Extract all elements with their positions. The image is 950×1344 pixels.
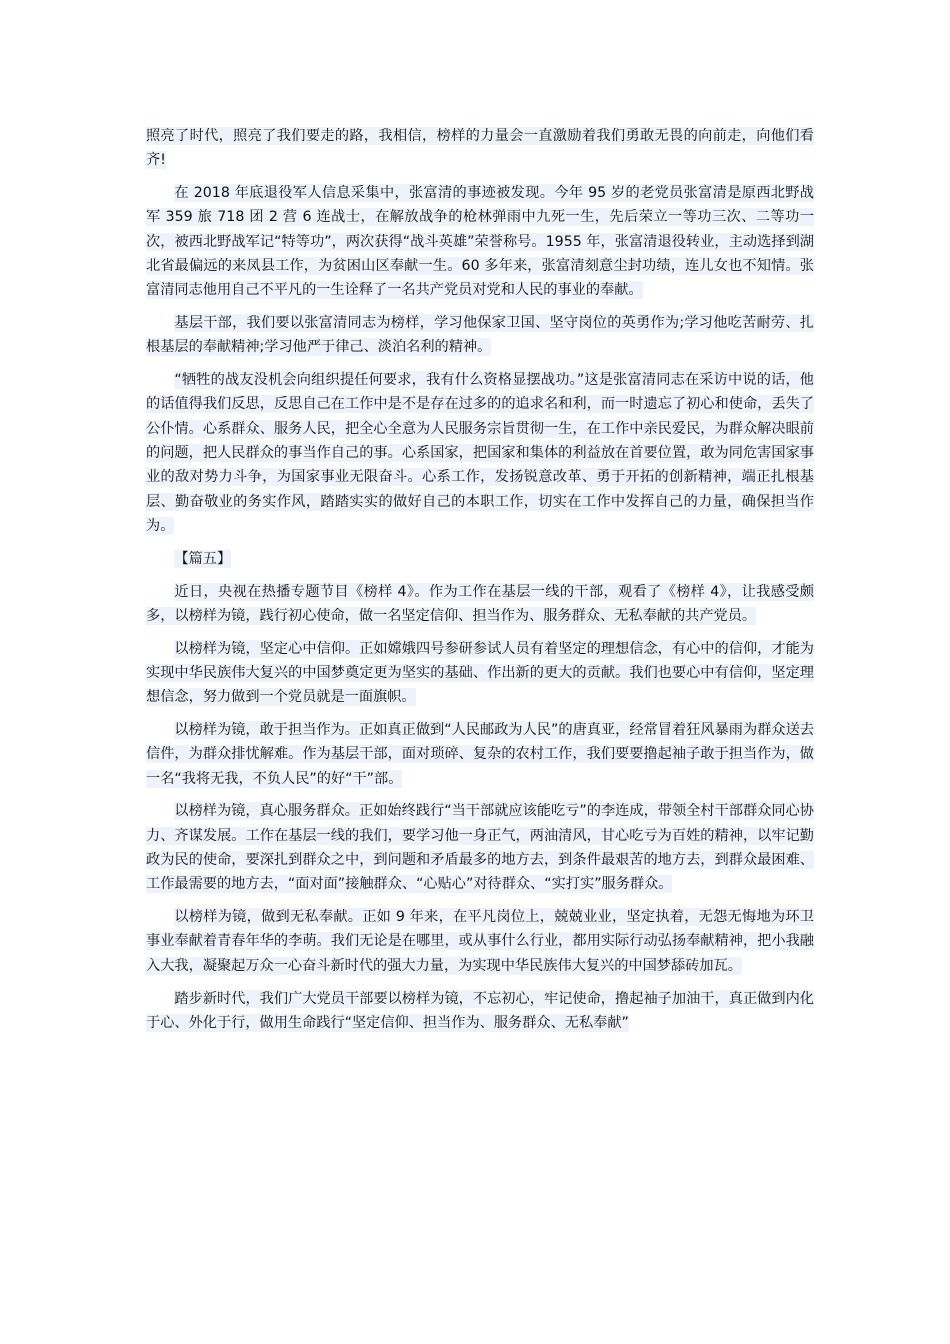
paragraph-text: 以榜样为镜，坚定心中信仰。正如嫦娥四号参研参试人员有着坚定的理想信念，有心中的信仰，才能为实现中华民族伟大复兴的中国梦奠定更为坚实的基础、作出新的更大的贡献。我们也要心中有信仰，坚定理想信念，努力做到一个党员就是一面旗帜。	[146, 640, 814, 706]
paragraph-intro	[146, 580, 814, 629]
paragraph-responsibility	[146, 718, 814, 791]
paragraph-faith	[146, 637, 814, 710]
paragraph-reflection	[146, 368, 814, 538]
paragraph-continuation	[146, 124, 814, 173]
paragraph-text: 以榜样为镜，真心服务群众。正如始终践行“当干部就应该能吃亏”的李连成，带领全村干部群众同心协力、齐谋发展。工作在基层一线的我们，要学习他一身正气，两油清风，甘心吃亏为百姓的精神，以牢记勤政为民的使命，要深扎到群众之中，到问题和矛盾最多的地方去，到条件最艰苦的地方去，到群众最困难、工作最需要的地方去，“面对面”接触群众、“心贴心”对待群众、“实打实”服务群众。	[146, 803, 814, 893]
document-body	[146, 124, 814, 1044]
paragraph-text: 以榜样为镜，做到无私奉献。正如 9 年来，在平凡岗位上，兢兢业业，坚定执着，无怨无悔地为环卫事业奉献着青春年华的李萌。我们无论是在哪里，或从事什么行业，都用实际行动弘扬奉献精神，把小我融入大我，凝聚起万众一心奋斗新时代的强大力量，为实现中华民族伟大复兴的中国梦舔砖加瓦。	[146, 909, 814, 974]
paragraph-text: 踏步新时代，我们广大党员干部要以榜样为镜，不忘初心，牢记使命，撸起袖子加油干，真正做到内化于心、外化于行，做用生命践行“坚定信仰、担当作为、服务群众、无私奉献”	[146, 990, 814, 1031]
paragraph-zhang-fuqing-story	[146, 181, 814, 302]
paragraph-text: 以榜样为镜，敢于担当作为。正如真正做到“人民邮政为人民”的唐真亚，经常冒着狂风暴雨为群众送去信件，为群众排忧解难。作为基层干部，面对琐碎、复杂的农村工作，我们要要撸起袖子敢于担当作为，做一名“我将无我，不负人民”的好“干”部。	[146, 722, 814, 787]
section-heading-text: 【篇五】	[174, 550, 232, 567]
paragraph-text: 照亮了时代，照亮了我们要走的路，我相信，榜样的力量会一直激励着我们勇敢无畏的向前走，向他们看齐!	[146, 128, 814, 169]
paragraph-learn-from-zhang	[146, 311, 814, 360]
paragraph-serve-masses	[146, 799, 814, 896]
section-heading	[146, 547, 814, 571]
paragraph-text: 在 2018 年底退役军人信息采集中，张富清的事迹被发现。今年 95 岁的老党员张富清是原西北野战军 359 旅 718 团 2 营 6 连战士，在解放战争的枪林弹雨中九死一生，先后荣立一等功三次、二等功一次，被西北野战军记“特等功”，两次获得“战斗英雄”荣誉称号。1955 年，张富清退役转业，主动选择到湖北省最偏远的来凤县工作，为贫困山区奉献一生。60 多年来，张富清刻意尘封功绩，连儿女也不知情。张富清同志他用自己不平凡的一生诠释了一名共产党员对党和人民的事业的奉献。	[146, 185, 814, 299]
paragraph-new-era	[146, 987, 814, 1036]
paragraph-text: 基层干部，我们要以张富清同志为榜样，学习他保家卫国、坚守岗位的英勇作为;学习他吃苦耐劳、扎根基层的奉献精神;学习他严于律己、淡泊名利的精神。	[146, 315, 814, 356]
paragraph-dedication	[146, 905, 814, 978]
paragraph-text: 近日，央视在热播专题节目《榜样 4》。作为工作在基层一线的干部，观看了《榜样 4》，让我感受颇多，以榜样为镜，践行初心使命，做一名坚定信仰、担当作为、服务群众、无私奉献的共产党员。	[146, 583, 814, 624]
paragraph-text: “牺牲的战友没机会向组织提任何要求，我有什么资格显摆战功。”这是张富清同志在采访中说的话，他的话值得我们反思，反思自己在工作中是不是存在过多的的追求名和利，而一时遗忘了初心和使命，丢失了公仆情。心系群众、服务人民，把全心全意为人民服务宗旨贯彻一生，在工作中亲民爱民，为群众解决眼前的问题，把人民群众的事当作自己的事。心系国家，把国家和集体的利益放在首要位置，敢为同危害国家事业的敌对势力斗争，为国家事业无限奋斗。心系工作，发扬锐意改革、勇于开拓的创新精神，端正扎根基层、勤奋敬业的务实作风，踏踏实实的做好自己的本职工作，切实在工作中发挥自己的力量，确保担当作为。	[146, 372, 814, 534]
